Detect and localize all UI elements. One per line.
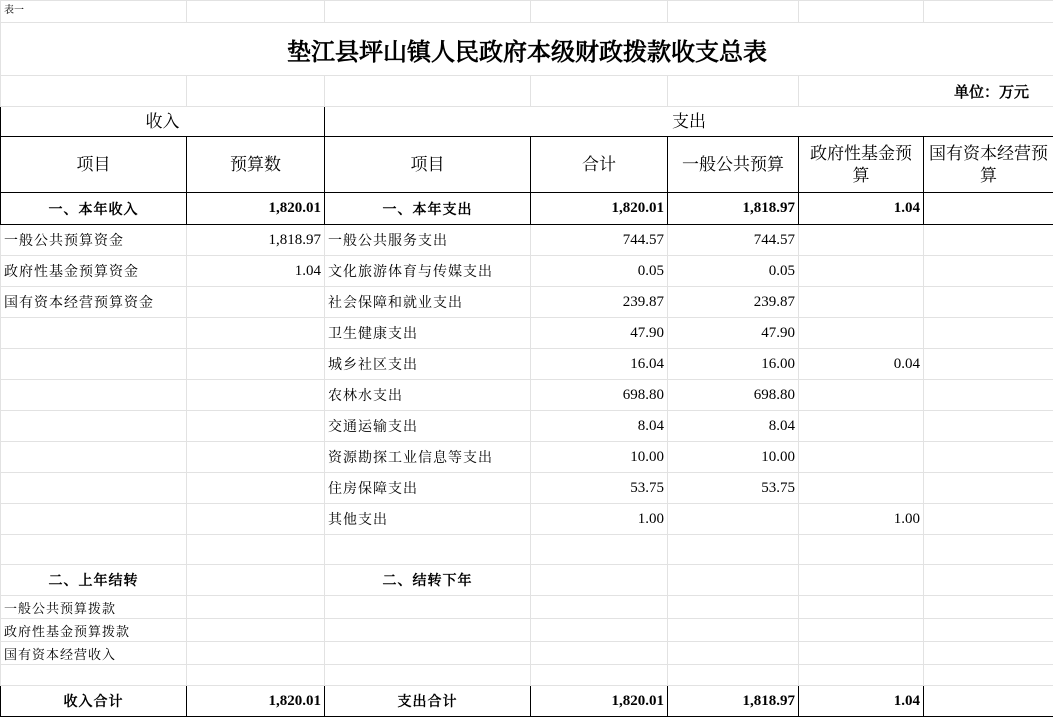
expense-item-label: 城乡社区支出 — [325, 349, 531, 380]
income-item-label: 一般公共预算资金 — [1, 225, 187, 256]
section1-income-value: 1,820.01 — [187, 193, 325, 225]
col-general-budget: 一般公共预算 — [668, 137, 799, 193]
empty-cell — [799, 596, 924, 619]
expense-item-label: 文化旅游体育与传媒支出 — [325, 256, 531, 287]
expense-item-label: 农林水支出 — [325, 380, 531, 411]
table-row — [1, 225, 1053, 256]
expense-item-general: 10.00 — [668, 442, 799, 473]
expense-item-state-capital — [924, 504, 1053, 535]
col-expense-item: 项目 — [325, 137, 531, 193]
empty-cell — [531, 535, 668, 565]
income-item-label: 政府性基金预算资金 — [1, 256, 187, 287]
empty-cell — [187, 380, 325, 411]
table-row — [1, 411, 1053, 442]
section2-income-item: 政府性基金预算拨款 — [1, 619, 187, 642]
expense-item-general: 8.04 — [668, 411, 799, 442]
empty-cell — [187, 411, 325, 442]
expense-item-state-capital — [924, 256, 1053, 287]
expense-item-label: 社会保障和就业支出 — [325, 287, 531, 318]
empty-cell — [1, 411, 187, 442]
empty-cell — [531, 642, 668, 665]
empty-cell — [325, 619, 531, 642]
table-row — [1, 642, 1053, 665]
empty-cell — [924, 619, 1053, 642]
table-row — [1, 256, 1053, 287]
expense-total-state-capital — [924, 686, 1053, 717]
empty-cell — [187, 442, 325, 473]
expense-item-gov-fund — [799, 380, 924, 411]
empty-cell — [187, 535, 325, 565]
expense-item-label: 交通运输支出 — [325, 411, 531, 442]
empty-cell — [325, 665, 531, 686]
empty-cell — [799, 642, 924, 665]
section1-gov-fund: 1.04 — [799, 193, 924, 225]
table-row — [1, 619, 1053, 642]
expense-item-total: 47.90 — [531, 318, 668, 349]
empty-cell — [1, 349, 187, 380]
expense-total-general: 1,818.97 — [668, 686, 799, 717]
empty-cell — [1, 318, 187, 349]
col-state-capital-budget: 国有资本经营预算 — [924, 137, 1053, 193]
expense-item-total: 16.04 — [531, 349, 668, 380]
table-row — [1, 473, 1053, 504]
empty-cell — [325, 596, 531, 619]
table-row — [1, 504, 1053, 535]
empty-cell — [187, 596, 325, 619]
expense-item-state-capital — [924, 287, 1053, 318]
empty-cell — [1, 535, 187, 565]
expense-item-total: 0.05 — [531, 256, 668, 287]
empty-cell — [668, 665, 799, 686]
empty-cell — [668, 642, 799, 665]
expense-item-total: 10.00 — [531, 442, 668, 473]
section2-income-item: 国有资本经营收入 — [1, 642, 187, 665]
income-header: 收入 — [1, 107, 325, 137]
expense-item-state-capital — [924, 318, 1053, 349]
income-total-value: 1,820.01 — [187, 686, 325, 717]
empty-cell — [325, 535, 531, 565]
empty-cell — [531, 596, 668, 619]
section2-income-label: 二、上年结转 — [1, 565, 187, 596]
expense-item-gov-fund — [799, 411, 924, 442]
table-row — [1, 442, 1053, 473]
empty-cell — [1, 504, 187, 535]
expense-item-gov-fund — [799, 318, 924, 349]
empty-cell — [668, 565, 799, 596]
section1-state-capital — [924, 193, 1053, 225]
empty-cell — [187, 318, 325, 349]
empty-cell — [187, 473, 325, 504]
empty-cell — [1, 442, 187, 473]
expense-item-general: 239.87 — [668, 287, 799, 318]
expense-item-state-capital — [924, 442, 1053, 473]
empty-cell — [187, 565, 325, 596]
section1-income-label: 一、本年收入 — [1, 193, 187, 225]
empty-cell — [1, 473, 187, 504]
empty-cell — [187, 665, 325, 686]
empty-cell — [531, 565, 668, 596]
expense-item-gov-fund — [799, 442, 924, 473]
expense-item-total: 1.00 — [531, 504, 668, 535]
expense-item-total: 239.87 — [531, 287, 668, 318]
expense-item-general: 0.05 — [668, 256, 799, 287]
expense-item-total: 53.75 — [531, 473, 668, 504]
expense-header: 支出 — [325, 107, 1053, 137]
table-row — [1, 596, 1053, 619]
expense-item-total: 698.80 — [531, 380, 668, 411]
empty-cell — [187, 642, 325, 665]
expense-item-gov-fund — [799, 287, 924, 318]
table-tag: 表一 — [1, 1, 187, 23]
empty-cell — [668, 535, 799, 565]
expense-item-general — [668, 504, 799, 535]
expense-item-label: 其他支出 — [325, 504, 531, 535]
unit-label: 单位：万元 — [799, 76, 1053, 107]
empty-cell — [325, 642, 531, 665]
empty-cell — [531, 665, 668, 686]
expense-item-gov-fund: 1.00 — [799, 504, 924, 535]
empty-cell — [668, 619, 799, 642]
expense-item-gov-fund — [799, 256, 924, 287]
empty-cell — [924, 665, 1053, 686]
col-income-item: 项目 — [1, 137, 187, 193]
col-total: 合计 — [531, 137, 668, 193]
table-row — [1, 318, 1053, 349]
table-row — [1, 287, 1053, 318]
empty-cell — [1, 665, 187, 686]
table-row — [1, 349, 1053, 380]
empty-cell — [799, 619, 924, 642]
empty-cell — [668, 596, 799, 619]
empty-cell — [799, 565, 924, 596]
expense-item-state-capital — [924, 349, 1053, 380]
empty-cell — [799, 665, 924, 686]
expense-item-general: 53.75 — [668, 473, 799, 504]
col-gov-fund-budget: 政府性基金预算 — [799, 137, 924, 193]
expense-item-label: 卫生健康支出 — [325, 318, 531, 349]
empty-cell — [924, 565, 1053, 596]
empty-cell — [531, 619, 668, 642]
income-total-label: 收入合计 — [1, 686, 187, 717]
expense-item-state-capital — [924, 473, 1053, 504]
expense-item-general: 698.80 — [668, 380, 799, 411]
expense-item-state-capital — [924, 380, 1053, 411]
col-income-budget: 预算数 — [187, 137, 325, 193]
empty-cell — [924, 535, 1053, 565]
expense-total-gov-fund: 1.04 — [799, 686, 924, 717]
table-row — [1, 380, 1053, 411]
expense-total: 1,820.01 — [531, 686, 668, 717]
expense-item-label: 资源勘探工业信息等支出 — [325, 442, 531, 473]
empty-cell — [924, 642, 1053, 665]
empty-cell — [1, 380, 187, 411]
expense-item-state-capital — [924, 411, 1053, 442]
section1-total: 1,820.01 — [531, 193, 668, 225]
page-title: 垫江县坪山镇人民政府本级财政拨款收支总表 — [1, 23, 1053, 76]
income-item-value: 1,818.97 — [187, 225, 325, 256]
expense-item-gov-fund: 0.04 — [799, 349, 924, 380]
expense-item-label: 一般公共服务支出 — [325, 225, 531, 256]
empty-cell — [799, 535, 924, 565]
section1-general: 1,818.97 — [668, 193, 799, 225]
expense-item-state-capital — [924, 225, 1053, 256]
section2-income-item: 一般公共预算拨款 — [1, 596, 187, 619]
income-item-value — [187, 287, 325, 318]
expense-item-label: 住房保障支出 — [325, 473, 531, 504]
empty-cell — [924, 596, 1053, 619]
empty-cell — [187, 504, 325, 535]
income-item-value: 1.04 — [187, 256, 325, 287]
expense-item-gov-fund — [799, 473, 924, 504]
section1-expense-label: 一、本年支出 — [325, 193, 531, 225]
income-item-label: 国有资本经营预算资金 — [1, 287, 187, 318]
section2-expense-label: 二、结转下年 — [325, 565, 531, 596]
expense-item-total: 8.04 — [531, 411, 668, 442]
expense-item-general: 47.90 — [668, 318, 799, 349]
empty-cell — [187, 349, 325, 380]
expense-total-label: 支出合计 — [325, 686, 531, 717]
expense-item-gov-fund — [799, 225, 924, 256]
expense-item-total: 744.57 — [531, 225, 668, 256]
expense-item-general: 16.00 — [668, 349, 799, 380]
empty-cell — [187, 619, 325, 642]
expense-item-general: 744.57 — [668, 225, 799, 256]
